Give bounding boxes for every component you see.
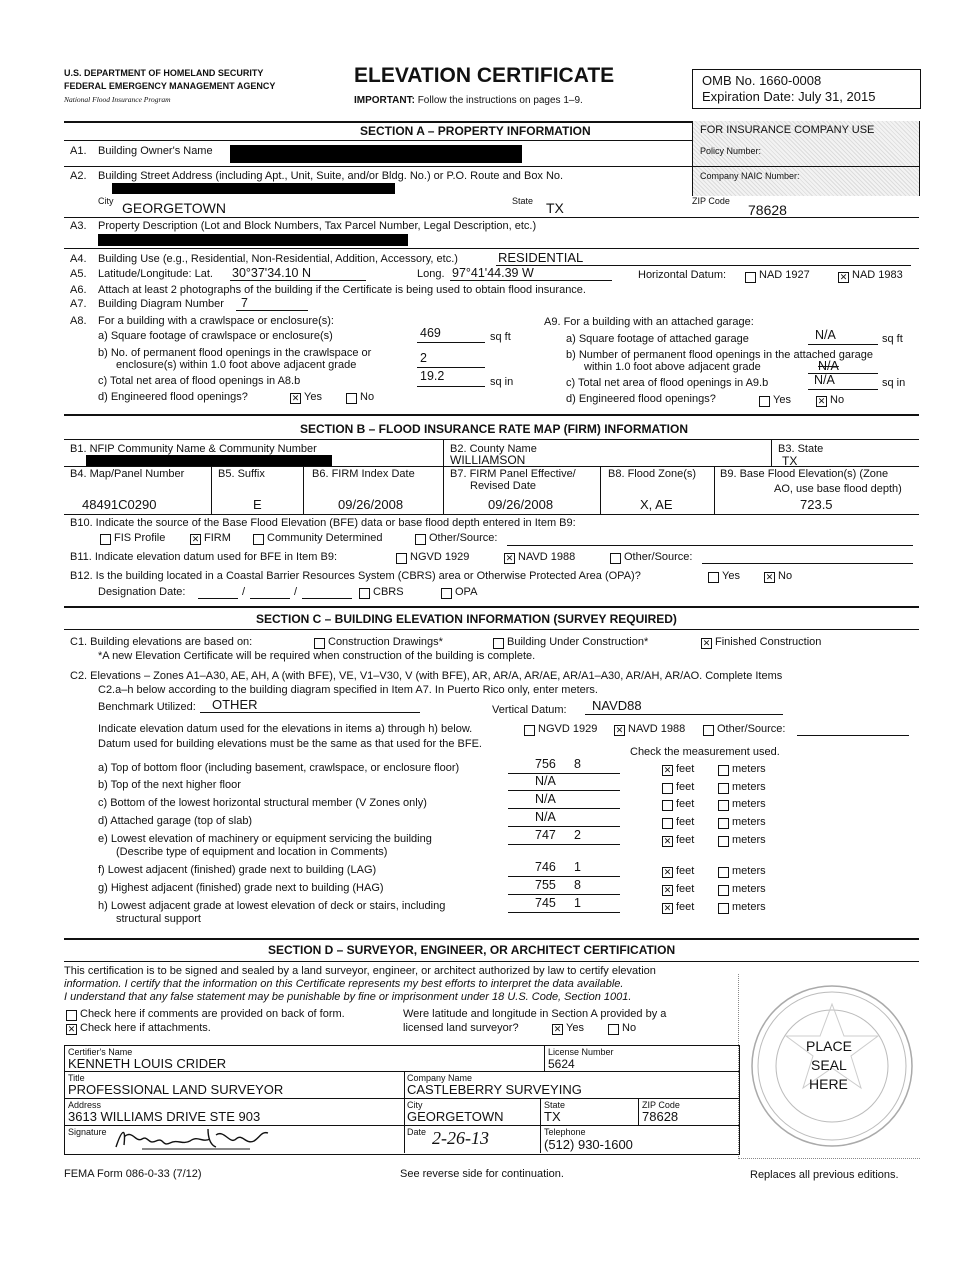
address-value: 3613 WILLIAMS DRIVE STE 903	[68, 1109, 261, 1124]
important-text: Follow the instructions on pages 1–9.	[417, 95, 583, 106]
cert-city-value: GEORGETOWN	[407, 1109, 504, 1124]
a1-number: A1.	[70, 145, 87, 157]
a9d-label: d) Engineered flood openings?	[566, 393, 716, 405]
c2f-feet-checkbox[interactable]	[662, 867, 673, 878]
c2g-feet-label: feet	[676, 883, 695, 895]
program-name: National Flood Insurance Program	[64, 95, 171, 104]
a4-number: A4.	[70, 253, 87, 265]
form-number: FEMA Form 086-0-33 (7/12)	[64, 1168, 202, 1180]
a8c-unit: sq in	[490, 376, 514, 388]
community-determined-checkbox[interactable]	[253, 534, 264, 545]
b3-label: B3. State	[778, 443, 824, 455]
a8d-no-checkbox[interactable]	[346, 393, 357, 404]
c2f-value-decimal: 1	[574, 860, 581, 874]
under-construction-checkbox[interactable]	[493, 638, 504, 649]
form-title: ELEVATION CERTIFICATE	[354, 64, 615, 87]
c2b-label: b) Top of the next higher floor	[98, 779, 241, 791]
firm-checkbox[interactable]	[190, 534, 201, 545]
a9d-yes-checkbox[interactable]	[759, 396, 770, 407]
b10-other-checkbox[interactable]	[415, 534, 426, 545]
construction-drawings-label: Construction Drawings*	[328, 636, 443, 648]
b12-no-label: No	[778, 570, 793, 582]
property-description-redaction	[98, 234, 408, 246]
horizontal-datum-label: Horizontal Datum:	[638, 269, 727, 281]
c2b-meters-checkbox[interactable]	[718, 783, 729, 794]
b10-label: B10. Indicate the source of the Base Flood Elevation (BFE) data or base flood depth entered in Item B9:	[70, 517, 576, 529]
c2-other-label: Other/Source:	[717, 723, 786, 735]
section-d-title: SECTION D – SURVEYOR, ENGINEER, OR ARCHITECT CERTIFICATION	[268, 943, 676, 957]
a8a-unit: sq ft	[490, 331, 511, 343]
reverse-note: See reverse side for continuation.	[400, 1168, 564, 1180]
c2a-meters-label: meters	[732, 763, 766, 775]
c1-label: C1. Building elevations are based on:	[70, 636, 253, 648]
a8c-label: c) Total net area of flood openings in A8.b	[98, 375, 301, 387]
c2g-feet-checkbox[interactable]	[662, 885, 673, 896]
c2a-feet-checkbox[interactable]	[662, 765, 673, 776]
c2c-meters-checkbox[interactable]	[718, 800, 729, 811]
b5-label: B5. Suffix	[218, 468, 265, 480]
c2g-label: g) Highest adjacent (finished) grade next to building (HAG)	[98, 882, 384, 894]
naic-label: Company NAIC Number:	[700, 171, 800, 181]
latlong-no-checkbox[interactable]	[608, 1024, 619, 1035]
a9d-yes-label: Yes	[773, 394, 791, 406]
c2d-meters-label: meters	[732, 816, 766, 828]
a9d-no-checkbox[interactable]	[816, 396, 827, 407]
a7-number: A7.	[70, 298, 87, 310]
state-value: TX	[546, 200, 564, 216]
a8d-yes-checkbox[interactable]	[290, 393, 301, 404]
omb-number: OMB No. 1660-0008	[702, 73, 822, 88]
a9d-no-label: No	[830, 394, 845, 406]
longitude-value: 97°41'44.39 W	[452, 266, 534, 280]
place-seal-text-2: SEAL	[811, 1057, 847, 1073]
nad1927-checkbox[interactable]	[745, 272, 756, 283]
c2d-label: d) Attached garage (top of slab)	[98, 815, 253, 827]
expiration-date: Expiration Date: July 31, 2015	[702, 89, 876, 104]
vertical-datum-label: Vertical Datum:	[492, 704, 567, 716]
b8-label: B8. Flood Zone(s)	[608, 468, 697, 480]
replaces-note: Replaces all previous editions.	[750, 1169, 899, 1181]
latlong-question-2: licensed land surveyor?	[403, 1022, 519, 1034]
c2h-value-decimal: 1	[574, 896, 581, 910]
c2e-label: e) Lowest elevation of machinery or equipment servicing the building	[98, 833, 432, 845]
cert-zip-value: 78628	[642, 1109, 679, 1124]
c2-line-1: C2. Elevations – Zones A1–A30, AE, AH, A (with BFE), VE, V1–V30, V (with BFE), AR, AR/A, AR/AE, AR/A1–A30, AR/AH, AR/AO. Complete Items	[70, 670, 783, 682]
c2-ngvd-checkbox[interactable]	[524, 725, 535, 736]
agency-line-1: U.S. DEPARTMENT OF HOMELAND SECURITY	[64, 68, 264, 78]
b3-value: TX	[782, 454, 798, 468]
nad1983-checkbox[interactable]	[838, 272, 849, 283]
b7-label-1: B7. FIRM Panel Effective/	[450, 468, 576, 480]
c2h-feet-checkbox[interactable]	[662, 903, 673, 914]
cbrs-checkbox[interactable]	[359, 588, 370, 599]
cert-zip-label: ZIP Code	[642, 1100, 680, 1110]
b10-other-label: Other/Source:	[429, 532, 498, 544]
designation-slash-2: /	[294, 586, 298, 598]
a9-label: A9. For a building with an attached garage:	[544, 316, 754, 328]
comments-checkbox[interactable]	[66, 1010, 77, 1021]
b11-ngvd-label: NGVD 1929	[410, 551, 470, 563]
b11-label: B11. Indicate elevation datum used for BFE in Item B9:	[70, 551, 337, 563]
b9-label-1: B9. Base Flood Elevation(s) (Zone	[720, 468, 889, 480]
b4-label: B4. Map/Panel Number	[70, 468, 185, 480]
address-label: Address	[68, 1100, 102, 1110]
agency-line-2: FEDERAL EMERGENCY MANAGEMENT AGENCY	[64, 81, 276, 91]
c2d-feet-label: feet	[676, 816, 695, 828]
street-address-redaction	[112, 183, 395, 194]
c2c-value: N/A	[535, 792, 556, 806]
c2a-feet-label: feet	[676, 763, 695, 775]
a4-value: RESIDENTIAL	[498, 250, 584, 265]
c2-other-checkbox[interactable]	[703, 725, 714, 736]
a8-label: For a building with a crawlspace or enclosure(s):	[98, 315, 334, 327]
cert-city-label: City	[407, 1100, 423, 1110]
b12-yes-checkbox[interactable]	[708, 572, 719, 583]
certification-text-3: I understand that any false statement may be punishable by fine or imprisonment under 18 U.S. Code, Section 1001.	[64, 991, 632, 1003]
b9-label-2: AO, use base flood depth)	[774, 483, 902, 495]
signature-label: Signature	[68, 1127, 107, 1137]
cbrs-label: CBRS	[373, 586, 404, 598]
fis-profile-label: FIS Profile	[114, 532, 166, 544]
c2h-value-whole: 745	[535, 896, 556, 910]
c2e-value-whole: 747	[535, 828, 556, 842]
a9b-label-2: within 1.0 foot above adjacent grade	[584, 361, 761, 373]
section-a-title: SECTION A – PROPERTY INFORMATION	[360, 124, 591, 138]
place-seal-text-3: HERE	[809, 1076, 848, 1092]
owner-name-redaction	[230, 145, 522, 163]
latlong-yes-label: Yes	[566, 1022, 584, 1034]
a8b-value: 2	[420, 351, 427, 365]
a6-number: A6.	[70, 284, 87, 296]
a3-label: Property Description (Lot and Block Numbers, Tax Parcel Number, Legal Description, etc.)	[98, 220, 537, 232]
a9a-label: a) Square footage of attached garage	[566, 333, 749, 345]
c2c-feet-label: feet	[676, 798, 695, 810]
c2b-meters-label: meters	[732, 781, 766, 793]
b12-no-checkbox[interactable]	[764, 572, 775, 583]
a8-number: A8.	[70, 315, 87, 327]
a3-number: A3.	[70, 220, 87, 232]
b8-value: X, AE	[640, 497, 673, 512]
c2-datum-instruction: Indicate elevation datum used for the elevations in items a) through h) below.	[98, 723, 473, 735]
a9a-unit: sq ft	[882, 333, 903, 345]
opa-label: OPA	[455, 586, 478, 598]
company-name-label: Company Name	[407, 1073, 473, 1083]
policy-number-label: Policy Number:	[700, 146, 762, 156]
latlong-question-1: Were latitude and longitude in Section A provided by a	[403, 1008, 667, 1020]
longitude-label: Long.	[417, 268, 445, 280]
city-label: City	[98, 196, 114, 206]
c2-ngvd-label: NGVD 1929	[538, 723, 598, 735]
c2e-label-2: (Describe type of equipment and location in Comments)	[116, 846, 388, 858]
community-determined-label: Community Determined	[267, 532, 383, 544]
nad1927-label: NAD 1927	[759, 269, 810, 281]
license-number-value: 5624	[548, 1057, 575, 1071]
date-value: 2-26-13	[432, 1128, 489, 1148]
a8d-label: d) Engineered flood openings?	[98, 391, 248, 403]
c2b-feet-checkbox[interactable]	[662, 783, 673, 794]
c2c-label: c) Bottom of the lowest horizontal structural member (V Zones only)	[98, 797, 427, 809]
benchmark-label: Benchmark Utilized:	[98, 701, 196, 713]
telephone-label: Telephone	[544, 1127, 586, 1137]
b4-value: 48491C0290	[82, 497, 157, 512]
company-name-value: CASTLEBERRY SURVEYING	[407, 1082, 582, 1097]
c2f-label: f) Lowest adjacent (finished) grade next to building (LAG)	[98, 864, 377, 876]
a9b-label-1: b) Number of permanent flood openings in the attached garage	[566, 349, 873, 361]
b2-label: B2. County Name	[450, 443, 537, 455]
latlong-no-label: No	[622, 1022, 637, 1034]
c2h-label-2: structural support	[116, 913, 201, 925]
telephone-value: (512) 930-1600	[544, 1137, 633, 1152]
a9c-unit: sq in	[882, 377, 906, 389]
c2-navd-label: NAVD 1988	[628, 723, 686, 735]
handwritten-signature	[112, 1121, 272, 1155]
a8d-no-label: No	[360, 391, 375, 403]
b7-value: 09/26/2008	[488, 497, 554, 512]
a8b-label-1: b) No. of permanent flood openings in the crawlspace or	[98, 347, 372, 359]
c2d-feet-checkbox[interactable]	[662, 818, 673, 829]
latlong-yes-checkbox[interactable]	[552, 1024, 563, 1035]
a8a-label: a) Square footage of crawlspace or enclosure(s)	[98, 330, 333, 342]
title-label: Title	[68, 1073, 85, 1083]
latitude-value: 30°37'34.10 N	[232, 266, 311, 280]
a5-label: Latitude/Longitude: Lat.	[98, 268, 213, 280]
b11-ngvd-checkbox[interactable]	[396, 553, 407, 564]
c2c-feet-checkbox[interactable]	[662, 800, 673, 811]
c2g-meters-label: meters	[732, 883, 766, 895]
finished-construction-label: Finished Construction	[715, 636, 822, 648]
c2b-feet-label: feet	[676, 781, 695, 793]
check-measurement-label: Check the measurement used.	[630, 746, 780, 758]
b6-label: B6. FIRM Index Date	[312, 468, 415, 480]
section-c-title: SECTION C – BUILDING ELEVATION INFORMATION (SURVEY REQUIRED)	[256, 612, 677, 626]
b11-other-checkbox[interactable]	[610, 553, 621, 564]
c2g-value-whole: 755	[535, 878, 556, 892]
attachments-label: Check here if attachments.	[80, 1022, 211, 1034]
c2h-feet-label: feet	[676, 901, 695, 913]
a9c-label: c) Total net area of flood openings in A9.b	[566, 377, 769, 389]
c2d-value: N/A	[535, 810, 556, 824]
a8b-label-2: enclosure(s) within 1.0 foot above adjacent grade	[116, 359, 357, 371]
certification-text-2: information. I certify that the information on this Certificate represents my best efforts to interpret the data available.	[64, 978, 624, 990]
c2d-meters-checkbox[interactable]	[718, 818, 729, 829]
b11-other-label: Other/Source:	[624, 551, 693, 563]
c2-navd-checkbox[interactable]	[614, 725, 625, 736]
a7-value: 7	[241, 296, 248, 310]
a2-number: A2.	[70, 170, 87, 182]
c2e-feet-label: feet	[676, 834, 695, 846]
a8d-yes-label: Yes	[304, 391, 322, 403]
finished-construction-checkbox[interactable]	[701, 638, 712, 649]
b5-value: E	[253, 497, 262, 512]
opa-checkbox[interactable]	[441, 588, 452, 599]
important-label: IMPORTANT:	[354, 95, 415, 106]
c2a-value-decimal: 8	[574, 757, 581, 771]
c2e-value-decimal: 2	[574, 828, 581, 842]
fis-profile-checkbox[interactable]	[100, 534, 111, 545]
zip-label: ZIP Code	[692, 196, 730, 206]
c2c-meters-label: meters	[732, 798, 766, 810]
c2f-meters-label: meters	[732, 865, 766, 877]
vertical-datum-value: NAVD88	[592, 698, 642, 713]
c2e-meters-checkbox[interactable]	[718, 836, 729, 847]
license-number-label: License Number	[548, 1047, 614, 1057]
c2e-meters-label: meters	[732, 834, 766, 846]
b6-value: 09/26/2008	[338, 497, 404, 512]
firm-label: FIRM	[204, 532, 231, 544]
cert-state-label: State	[544, 1100, 566, 1110]
certifier-name-value: KENNETH LOUIS CRIDER	[68, 1056, 227, 1071]
c2g-value-decimal: 8	[574, 878, 581, 892]
place-seal-text-1: PLACE	[806, 1038, 852, 1054]
construction-drawings-checkbox[interactable]	[314, 638, 325, 649]
b11-navd-checkbox[interactable]	[504, 553, 515, 564]
b2-value: WILLIAMSON	[450, 453, 526, 467]
a8c-value: 19.2	[420, 369, 445, 383]
c2h-label: h) Lowest adjacent grade at lowest elevation of deck or stairs, including	[98, 900, 446, 912]
c2f-value-whole: 746	[535, 860, 556, 874]
benchmark-value: OTHER	[212, 697, 258, 712]
a4-label: Building Use (e.g., Residential, Non-Residential, Addition, Accessory, etc.)	[98, 253, 458, 265]
c2f-feet-label: feet	[676, 865, 695, 877]
b12-label: B12. Is the building located in a Coastal Barrier Resources System (CBRS) area or Otherwise Protected Area (OPA)?	[70, 570, 641, 582]
comments-label: Check here if comments are provided on back of form.	[80, 1008, 345, 1020]
state-label: State	[512, 196, 534, 206]
a5-number: A5.	[70, 268, 87, 280]
c2a-value-whole: 756	[535, 757, 556, 771]
designation-date-label: Designation Date:	[98, 586, 186, 598]
title-value: PROFESSIONAL LAND SURVEYOR	[68, 1082, 284, 1097]
insurance-use-title: FOR INSURANCE COMPANY USE	[700, 124, 875, 136]
a9a-value: N/A	[815, 328, 836, 342]
nad1983-label: NAD 1983	[852, 269, 903, 281]
under-construction-label: Building Under Construction*	[507, 636, 649, 648]
c1-note: *A new Elevation Certificate will be required when construction of the building is complete.	[98, 650, 536, 662]
attachments-checkbox[interactable]	[66, 1024, 77, 1035]
a9c-value: N/A	[814, 373, 835, 387]
a7-label: Building Diagram Number	[98, 298, 224, 310]
b1-label: B1. NFIP Community Name & Community Number	[70, 443, 317, 455]
section-b-title: SECTION B – FLOOD INSURANCE RATE MAP (FIRM) INFORMATION	[300, 422, 688, 436]
c2h-meters-label: meters	[732, 901, 766, 913]
c2-datum-same-note: Datum used for building elevations must be the same as that used for the BFE.	[98, 738, 482, 750]
c2e-feet-checkbox[interactable]	[662, 836, 673, 847]
a1-label: Building Owner's Name	[98, 145, 213, 157]
a8a-value: 469	[420, 326, 441, 340]
designation-slash-1: /	[242, 586, 246, 598]
b9-value: 723.5	[800, 497, 833, 512]
c2a-label: a) Top of bottom floor (including basement, crawlspace, or enclosure floor)	[98, 762, 460, 774]
cert-state-value: TX	[544, 1109, 561, 1124]
certification-text-1: This certification is to be signed and sealed by a land surveyor, engineer, or architect authorized by law to certify elevation	[64, 965, 656, 977]
c2f-meters-checkbox[interactable]	[718, 867, 729, 878]
c2b-value: N/A	[535, 774, 556, 788]
c2-line-2: C2.a–h below according to the building diagram specified in Item A7. In Puerto Rico only, enter meters.	[98, 684, 598, 696]
zip-value: 78628	[748, 202, 787, 218]
c2h-meters-checkbox[interactable]	[718, 903, 729, 914]
a2-label: Building Street Address (including Apt., Unit, Suite, and/or Bldg. No.) or P.O. Route and Box No.	[98, 170, 564, 182]
c2a-meters-checkbox[interactable]	[718, 765, 729, 776]
b12-yes-label: Yes	[722, 570, 740, 582]
a6-label: Attach at least 2 photographs of the building if the Certificate is being used to obtain flood insurance.	[98, 284, 586, 296]
c2g-meters-checkbox[interactable]	[718, 885, 729, 896]
b11-navd-label: NAVD 1988	[518, 551, 576, 563]
certifier-name-label: Certifier's Name	[68, 1047, 133, 1057]
b7-label-2: Revised Date	[470, 480, 537, 492]
city-value: GEORGETOWN	[122, 200, 226, 216]
date-label: Date	[407, 1127, 427, 1137]
a9b-value: N/A	[818, 359, 839, 373]
